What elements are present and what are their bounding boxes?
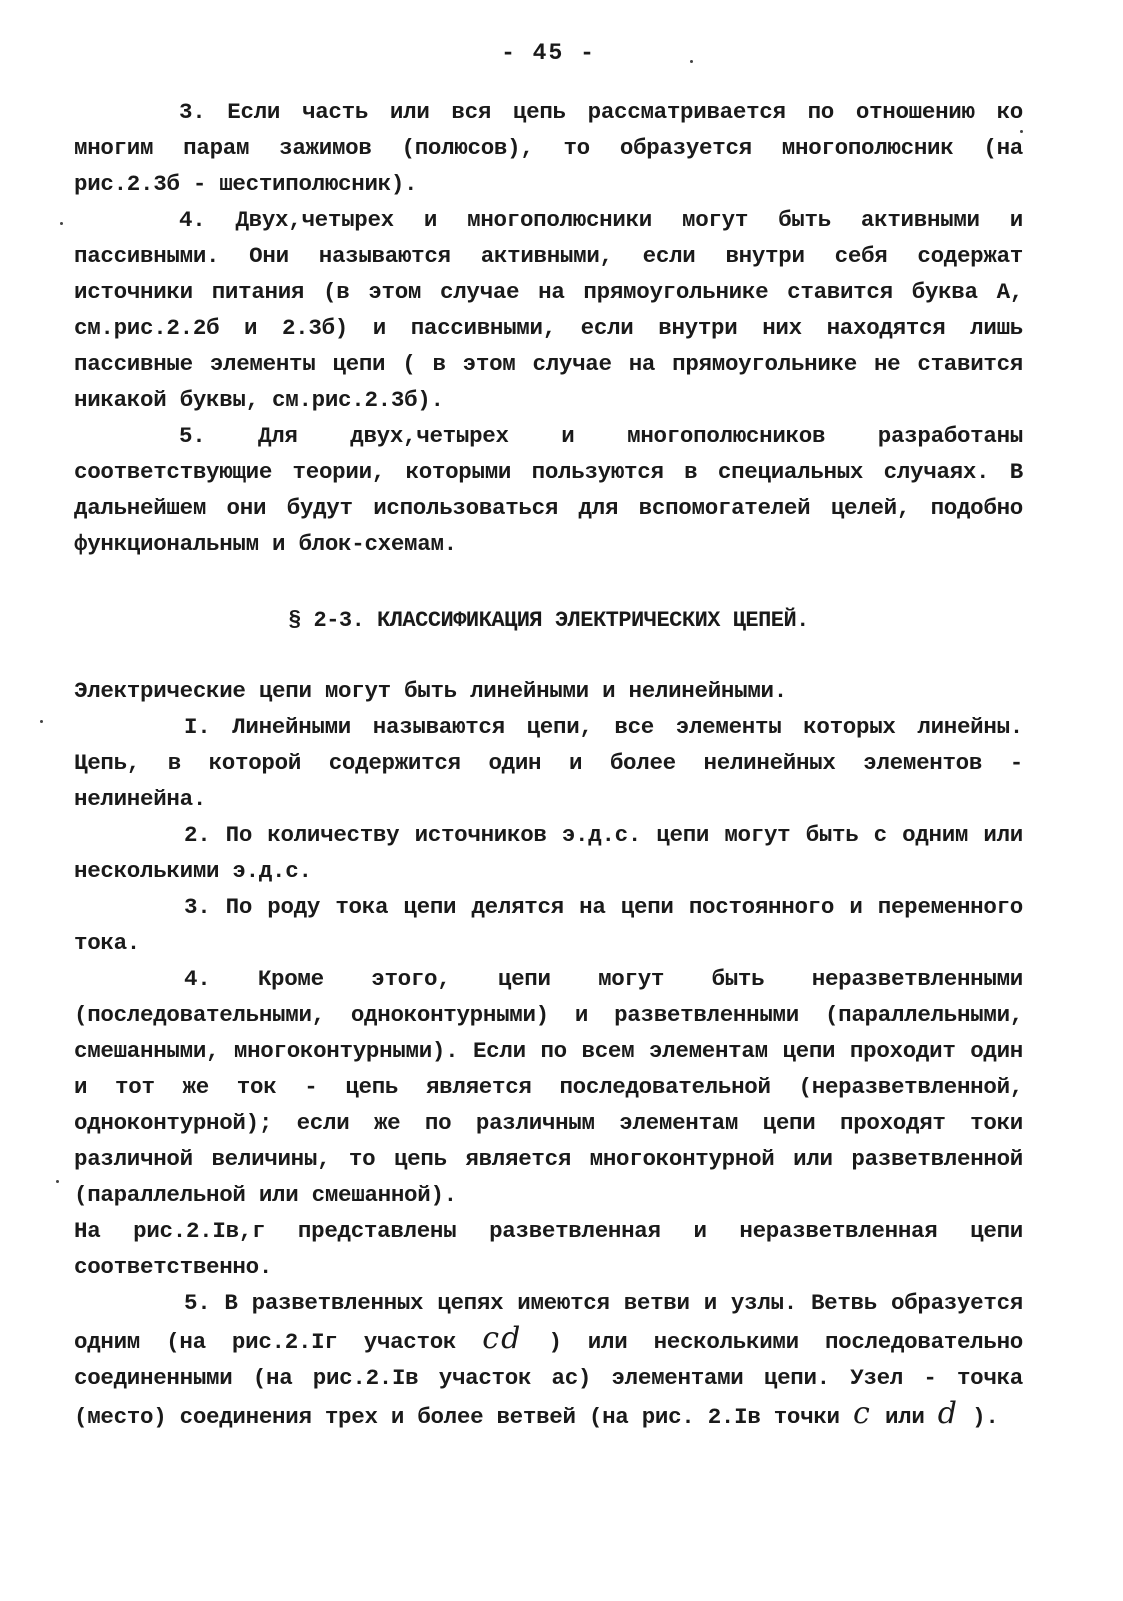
page-number: - 45 - <box>501 40 596 66</box>
scan-speck <box>60 222 63 225</box>
figure-note: На рис.2.Iв,г представлены разветвленная и неразветвленная цепи соответственно. <box>74 1218 1023 1280</box>
scan-speck <box>690 60 693 63</box>
scan-speck <box>1020 130 1023 133</box>
section-heading: § 2-3. КЛАССИФИКАЦИЯ ЭЛЕКТРИЧЕСКИХ ЦЕПЕЙ. <box>288 608 809 633</box>
item-5-text-2: ) или несколькими последовательно соединенными (на рис.2.Iв участок ас) элементами цепи. Узел - точка (место) соединения трех и более ветвей (на рис. 2.Iв точки <box>74 1329 1023 1430</box>
classification-item-3: 3. По роду тока цепи делятся на цепи постоянного и переменного тока. <box>74 894 1023 956</box>
classification-item-2: 2. По количеству источников э.д.с. цепи могут быть с одним или несколькими э.д.с. <box>74 822 1023 884</box>
paragraph-3: 3. Если часть или вся цепь рассматривается по отношению ко многим парам зажимов (полюсов), то образуется многополюсник (на рис.2.3б - шестиполюсник). <box>74 99 1023 197</box>
item-5-text-1: 5. В разветвленных цепях имеются ветви и узлы. Ветвь образуется одним (на рис.2.Iг участок <box>74 1290 1023 1355</box>
symbol-c: c <box>852 1396 872 1431</box>
symbol-cd: cd <box>482 1321 523 1356</box>
classification-item-1: I. Линейными называются цепи, все элементы которых линейны. Цепь, в которой содержится один и более нелинейных элементов - нелинейна. <box>74 714 1023 812</box>
symbol-d: d <box>937 1396 959 1431</box>
classification-item-5 <box>74 1285 1023 1435</box>
item-5-text-4: ). <box>958 1404 999 1430</box>
paragraph-4: 4. Двух,четырех и многополюсники могут быть активными и пассивными. Они называются активными, если внутри себя содержат источники питания (в этом случае на прямоугольнике ставится буква А, см.рис.2.2б и 2.3б) и пассивными, если внутри них находятся лишь пассивные элементы цепи ( в этом случае на прямоугольнике не ставится никакой буквы, см.рис.2.3б). <box>74 207 1023 413</box>
scan-speck <box>56 1180 59 1183</box>
paragraph-5: 5. Для двух,четырех и многополюсников разработаны соответствующие теории, которыми пользуются в специальных случаях. В дальнейшем они будут использоваться для вспомогателей целей, подобно функциональным и блок-схемам. <box>74 423 1023 557</box>
classification-item-4: 4. Кроме этого, цепи могут быть неразветвленными (последовательными, одноконтурными) и разветвленными (параллельными, смешанными, многоконтурными). Если по всем элементам цепи проходит один и тот же ток - цепь является последовательной (неразветвленной, одноконтурной); если же по различным элементам цепи проходят токи различной величины, то цепь является многоконтурной или разветвленной (параллельной или смешанной). <box>74 966 1023 1208</box>
item-5-text-3: или <box>871 1404 938 1430</box>
scan-speck <box>40 720 43 723</box>
classification-intro: Электрические цепи могут быть линейными и нелинейными. <box>74 678 787 704</box>
